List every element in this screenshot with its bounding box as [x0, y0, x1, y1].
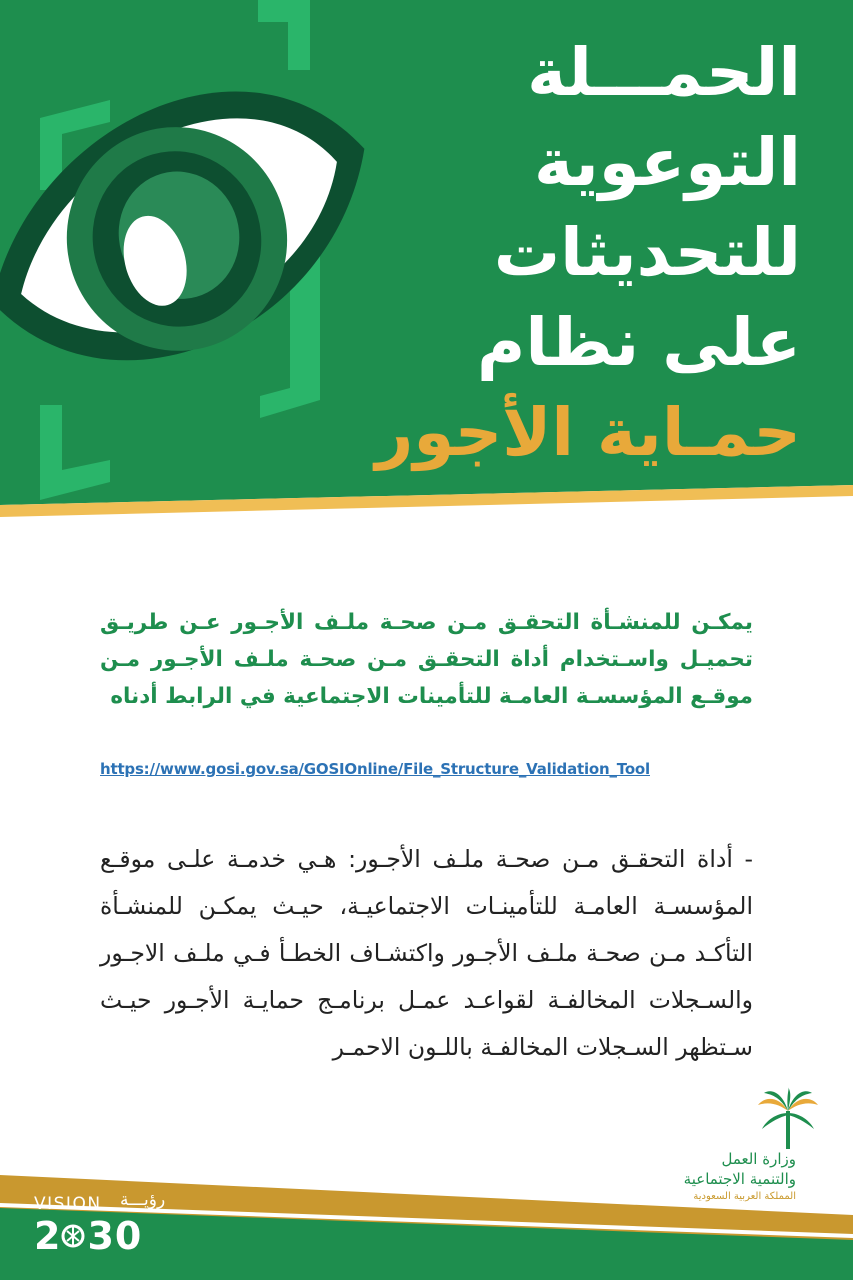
title-line-1: الحمـــلة: [527, 34, 801, 111]
palm-emblem-icon: [756, 1087, 820, 1151]
campaign-title: [375, 28, 801, 478]
vision-word: VISION: [34, 1194, 102, 1214]
title-line-2: التوعوية: [534, 124, 801, 201]
title-line-3: للتحديثات: [493, 214, 801, 291]
ministry-country: المملكة العربية السعودية: [693, 1191, 796, 1202]
validation-tool-link[interactable]: https://www.gosi.gov.sa/GOSIOnline/File_Structure_Validation_Tool: [100, 760, 650, 778]
tool-description: - أداة التحقـق مـن صحـة ملـف الأجـور: هـي خدمـة علـى موقـع المؤسسـة العامـة للتأمينـات الاجتماعيـة، حيـث يمكـن للمنشـأة التأكـد مـن صحـة ملـف الأجـور واكتشـاف الخطـأ فـي ملـف الاجـور والسـجلات المخالفـة لقواعـد عمـل برنامـج حمايـة الأجـور حيـث سـتظهر السـجلات المخالفـة باللـون الاحمـر: [100, 844, 753, 1061]
intro-paragraph: يمكـن للمنشـأة التحقـق مـن صحـة ملـف الأجـور عـن طريـق تحميـل واسـتخدام أداة التحقـق مـن صحـة ملـف الأجـور مـن موقـع المؤسسـة العامـة للتأمينات الاجتماعية في الرابط أدناه: [100, 609, 753, 709]
ministry-name: وزارة العمل والتنمية الاجتماعية: [683, 1150, 796, 1188]
vision-emblem-icon: [61, 1214, 87, 1258]
vision-2030-logo: [34, 1192, 174, 1262]
title-line-4: على نظام: [476, 304, 801, 381]
title-accent: حمـاية الأجور: [375, 394, 801, 471]
vision-arabic: رؤيـــة: [120, 1190, 166, 1210]
vision-year: 2 30: [34, 1214, 143, 1258]
